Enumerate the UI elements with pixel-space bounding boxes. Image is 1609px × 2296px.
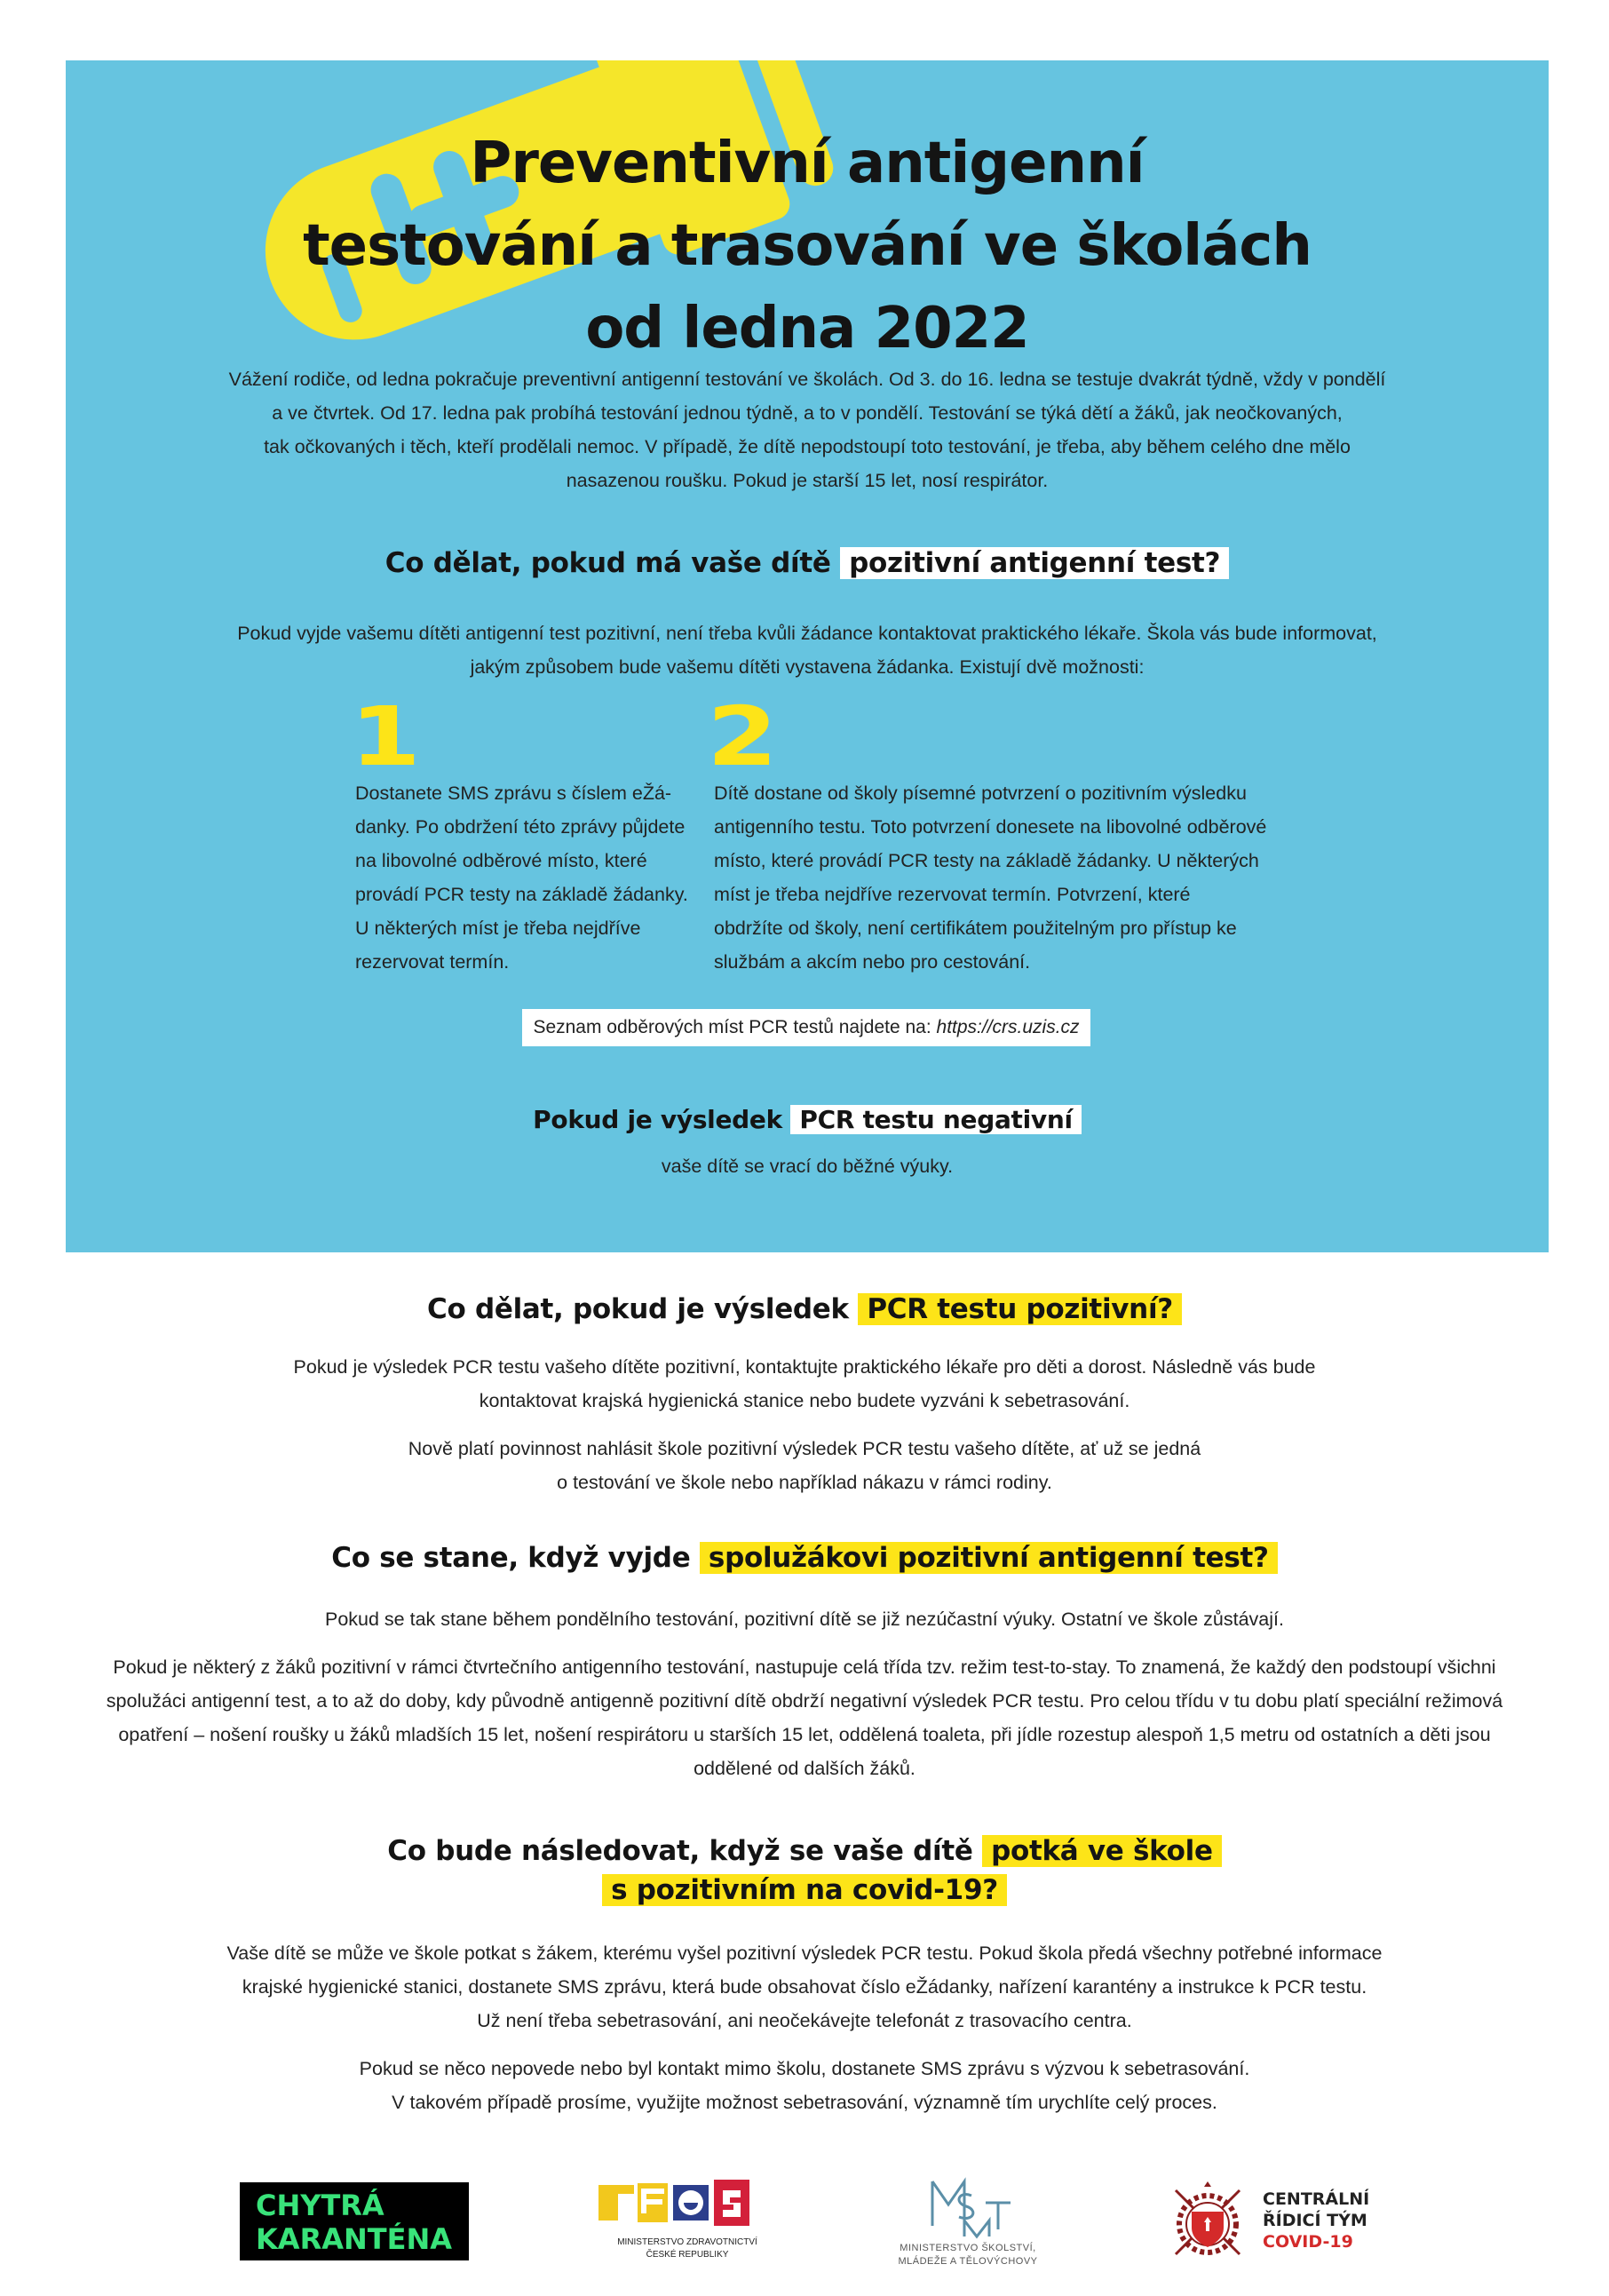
heading-highlight: PCR testu pozitivní?	[858, 1293, 1182, 1325]
heading-text: Pokud je výsledek	[533, 1105, 782, 1134]
option-line: provádí PCR testy na základě žádanky.	[355, 884, 688, 905]
classmate-positive-paragraph-2	[0, 1650, 1609, 1785]
meets-positive-paragraph-2	[0, 2052, 1609, 2119]
caption-line: MLÁDEŽE A TĚLOVÝCHOVY	[898, 2256, 1038, 2267]
text-line: Už není třeba sebetrasování, ani neočekávejte telefonát z trasovacího centra.	[477, 2010, 1132, 2031]
option-line: antigenního testu. Toto potvrzení donesete na libovolné odběrové	[714, 816, 1267, 838]
crt-line: COVID-19	[1263, 2232, 1353, 2252]
option-line: místo, které provádí PCR testy na základě žádanky. U některých	[714, 850, 1259, 871]
heading-text: Co dělat, pokud je výsledek	[427, 1293, 849, 1325]
ministry-of-education-caption	[879, 2242, 1057, 2268]
text-line: kontaktovat krajská hygienická stanice nebo budete vyzváni k sebetrasování.	[479, 1390, 1130, 1411]
caption-line: MINISTERSTVO ŠKOLSTVÍ,	[900, 2243, 1036, 2253]
heading-text: Co bude následovat, když se vaše dítě	[387, 1835, 973, 1867]
caption-line: ČESKÉ REPUBLIKY	[646, 2250, 729, 2260]
title-line: Preventivní antigenní	[470, 131, 1145, 196]
classmate-positive-heading	[0, 1542, 1609, 1574]
ministry-of-health-caption	[590, 2236, 785, 2261]
caption-line: MINISTERSTVO ZDRAVOTNICTVÍ	[617, 2237, 757, 2247]
title-line: testování a trasování ve školách	[303, 213, 1312, 279]
intro-line: a ve čtvrtek. Od 17. ledna pak probíhá testování jednou týdně, a to v pondělí. Testování se týká dětí a žáků, jak neočkovaných,	[272, 402, 1343, 424]
pcr-positive-paragraph-1	[0, 1350, 1609, 1418]
page-title	[137, 123, 1478, 370]
text-line: oddělené od dalších žáků.	[694, 1758, 915, 1779]
logo-line: CHYTRÁ	[256, 2189, 384, 2222]
pcr-positive-paragraph-2	[0, 1432, 1609, 1499]
heading-text: Co dělat, pokud má vaše dítě	[384, 547, 831, 579]
meets-positive-heading	[0, 1831, 1609, 1910]
crt-emblem	[1163, 2178, 1252, 2267]
intro-line: tak očkovaných i těch, kteří prodělali nemoc. V případě, že dítě nepodstoupí toto testování, je třeba, aby během celého dne mělo	[264, 436, 1351, 457]
heading-highlight: potká ve škole	[982, 1835, 1222, 1867]
option-line: Dítě dostane od školy písemné potvrzení o pozitivním výsledku	[714, 783, 1247, 804]
heading-highlight: pozitivní antigenní test?	[840, 547, 1229, 579]
crt-line: ŘÍDICÍ TÝM	[1263, 2211, 1367, 2230]
crt-line: CENTRÁLNÍ	[1263, 2189, 1370, 2209]
pcr-negative-text: vaše dítě se vrací do běžné výuky.	[661, 1156, 954, 1177]
crt-text	[1263, 2189, 1369, 2252]
text-line: jakým způsobem bude vašemu dítěti vystavena žádanka. Existují dvě možnosti:	[470, 656, 1145, 678]
ministry-of-health-logo	[590, 2176, 785, 2274]
option-2-text	[714, 776, 1300, 979]
option-line: danky. Po obdržení této zprávy půjdete	[355, 816, 686, 838]
option-number: 2	[707, 689, 779, 784]
option-line: míst je třeba nejdříve rezervovat termín. Potvrzení, které	[714, 884, 1191, 905]
title-line: od ledna 2022	[585, 296, 1029, 361]
intro-paragraph	[199, 362, 1415, 497]
text-line: Nově platí povinnost nahlásit škole pozitivní výsledek PCR testu vašeho dítěte, ať už se jedná	[408, 1438, 1201, 1459]
classmate-positive-paragraph-1: Pokud se tak stane během pondělního testování, pozitivní dítě se již nezúčastní výuky. Ostatní ve škole zůstávají.	[325, 1609, 1284, 1630]
text-line: V takovém případě prosíme, využijte možnost sebetrasování, významně tím urychlíte celý proces.	[392, 2092, 1217, 2113]
text-line: Pokud vyjde vašemu dítěti antigenní test pozitivní, není třeba kvůli žádance kontaktovat praktického lékaře. Škola vás bude informovat,	[237, 623, 1377, 644]
ministry-of-education-logo	[879, 2176, 1057, 2274]
meets-positive-paragraph-1	[0, 1936, 1609, 2038]
ministry-of-health-emblem	[590, 2176, 785, 2235]
pcr-negative-heading	[66, 1105, 1549, 1134]
option-1-text	[355, 776, 693, 979]
heading-highlight: s pozitivním na covid-19?	[602, 1874, 1007, 1906]
option-line: Dostanete SMS zprávu s číslem eŽá-	[355, 783, 672, 804]
text-line: o testování ve škole nebo například nákazu v rámci rodiny.	[557, 1472, 1052, 1493]
chytra-karantena-logo	[240, 2182, 469, 2260]
text-line: Vaše dítě se může ve škole potkat s žákem, kterému vyšel pozitivní výsledek PCR testu. Pokud škola předá všechny potřebné informace	[226, 1942, 1383, 1964]
text-line: Pokud je výsledek PCR testu vašeho dítěte pozitivní, kontaktujte praktického lékaře pro děti a dorost. Následně vás bude	[293, 1356, 1316, 1378]
intro-line: Vážení rodiče, od ledna pokračuje preventivní antigenní testování ve školách. Od 3. do 16. ledna se testuje dvakrát týdně, vždy v pondělí	[228, 369, 1386, 390]
option-number: 1	[350, 689, 422, 784]
option-line: rezervovat termín.	[355, 951, 510, 973]
option-line: U některých míst je třeba nejdříve	[355, 918, 641, 939]
ministry-of-education-emblem	[879, 2176, 1057, 2240]
heading-highlight: PCR testu negativní	[790, 1105, 1081, 1134]
option-line: na libovolné odběrové místo, které	[355, 850, 647, 871]
text-line: Pokud je některý z žáků pozitivní v rámci čtvrtečního antigenního testování, nastupuje celá třída tzv. režim test-to-stay. To znamená, že každý den podstoupí všichni	[113, 1656, 1496, 1678]
text-line: Pokud se něco nepovede nebo byl kontakt mimo školu, dostanete SMS zprávu s výzvou k sebetrasování.	[359, 2058, 1250, 2079]
heading-text: Co se stane, když vyjde	[331, 1542, 691, 1574]
text-line: spolužáci antigenní test, a to až do doby, kdy původně antigenně pozitivní dítě obdrží negativní výsledek PCR testu. Pro celou třídu v tu dobu platí speciální režimová	[106, 1690, 1503, 1712]
pcr-sites-link-box	[522, 1009, 1090, 1046]
heading-highlight: spolužákovi pozitivní antigenní test?	[700, 1542, 1278, 1574]
text-line: opatření – nošení roušky u žáků mladších 15 let, nošení respirátoru u starších 15 let, oddělená toaleta, při jídle rozestup alespoň 1,5 metru od ostatních a děti jsou	[118, 1724, 1491, 1745]
central-management-team-logo	[1163, 2178, 1385, 2267]
pcr-positive-heading	[0, 1293, 1609, 1325]
link-label: Seznam odběrových míst PCR testů najdete na:	[533, 1017, 931, 1037]
antigen-positive-heading	[66, 547, 1549, 579]
option-line: obdržíte od školy, není certifikátem použitelným pro přístup ke	[714, 918, 1237, 939]
logo-line: KARANTÉNA	[256, 2222, 452, 2256]
text-line: krajské hygienické stanici, dostanete SMS zprávu, která bude obsahovat číslo eŽádanky, nařízení karantény a instrukce k PCR testu.	[242, 1976, 1367, 1998]
hero-panel	[66, 60, 1549, 1252]
option-line: službám a akcím nebo pro cestování.	[714, 951, 1031, 973]
pcr-sites-link[interactable]: https://crs.uzis.cz	[936, 1017, 1080, 1037]
antigen-positive-text	[199, 616, 1415, 684]
intro-line: nasazenou roušku. Pokud je starší 15 let, nosí respirátor.	[566, 470, 1049, 491]
